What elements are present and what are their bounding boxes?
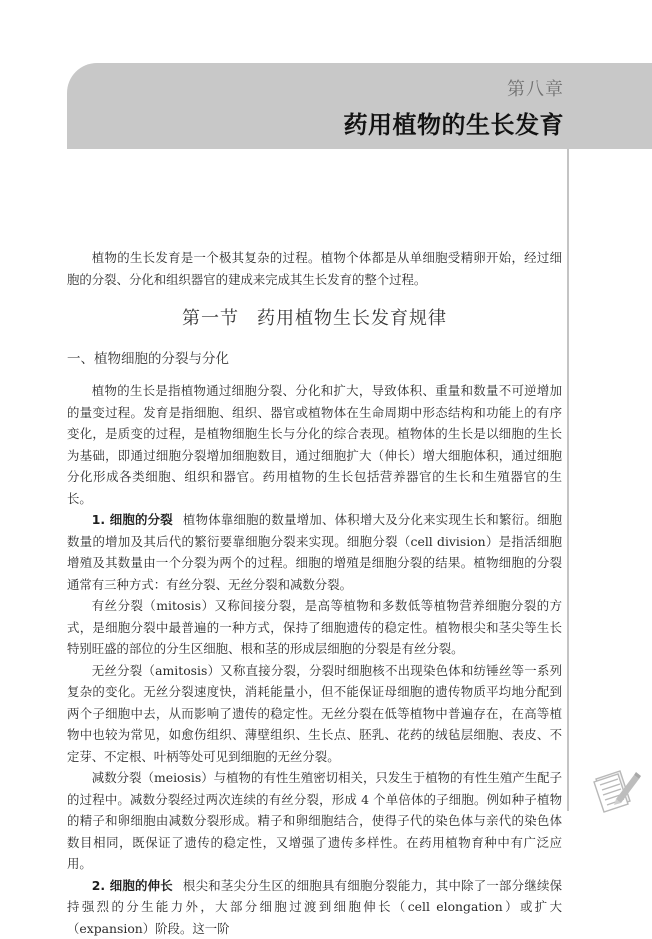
paragraph-text: 植物体靠细胞的数量增加、体积增大及分化来实现生长和繁衍。细胞数量的增加及其后代的繁衍要靠细胞分裂来实现。细胞分裂（cell division）是指活细胞增殖及其数量由一个分裂为两个的过程。细胞的增殖是细胞分裂的结果。植物细胞的分裂通常有三种方式：有丝分裂、无丝分裂和减数分裂。 xyxy=(67,512,562,592)
section-number: 第一节 xyxy=(182,308,239,329)
chapter-title: 药用植物的生长发育 xyxy=(344,105,565,140)
section-heading xyxy=(67,306,562,332)
section-title: 药用植物生长发育规律 xyxy=(257,308,447,329)
body-paragraph xyxy=(67,660,562,768)
intro-paragraph: 植物的生长发育是一个极其复杂的过程。植物个体都是从单细胞受精卵开始，经过细胞的分裂、分化和组织器官的建成来完成其生长发育的整个过程。 xyxy=(67,247,562,290)
paragraph-text: 有丝分裂（mitosis）又称间接分裂，是高等植物和多数低等植物营养细胞分裂的方式，是细胞分裂中最普遍的一种方式，保持了细胞遗传的稳定性。植物根尖和茎尖等生长特别旺盛的部位的分生区细胞、根和茎的形成层细胞的分裂是有丝分裂。 xyxy=(67,598,562,656)
subsection-heading: 一、植物细胞的分裂与分化 xyxy=(67,348,562,370)
paragraph-text: 无丝分裂（amitosis）又称直接分裂，分裂时细胞核不出现染色体和纺锤丝等一系列复杂的变化。无丝分裂速度快，消耗能量小，但不能保证母细胞的遗传物质平均地分配到两个子细胞中去，从而影响了遗传的稳定性。无丝分裂在低等植物中普遍存在，在高等植物中也较为常见，如愈伤组织、薄壁组织、生长点、胚乳、花药的绒毡层细胞、表皮、不定芽、不定根、叶柄等处可见到细胞的无丝分裂。 xyxy=(67,663,562,764)
chapter-header-band xyxy=(67,63,652,149)
chapter-number: 第八章 xyxy=(507,75,564,101)
paragraph-run-in-heading: 2. 细胞的伸长 xyxy=(92,878,173,893)
body-paragraph xyxy=(67,595,562,660)
paragraph-text: 植物的生长是指植物通过细胞分裂、分化和扩大，导致体积、重量和数量不可逆增加的量变过程。发育是指细胞、组织、器官或植物体在生命周期中形态结构和功能上的有序变化，是质变的过程，是植物细胞生长与分化的综合表现。植物体的生长是以细胞的生长为基础，即通过细胞分裂增加细胞数目，通过细胞扩大（伸长）增大细胞体积，通过细胞分化形成各类细胞、组织和器官。药用植物的生长包括营养器官的生长和生殖器官的生长。 xyxy=(67,383,562,506)
body-paragraph xyxy=(67,380,562,509)
paragraph-run-in-heading: 1. 细胞的分裂 xyxy=(92,512,173,527)
notepad-pencil-icon xyxy=(590,765,642,817)
body-paragraph xyxy=(67,767,562,875)
paragraph-text: 减数分裂（meiosis）与植物的有性生殖密切相关，只发生于植物的有性生殖产生配子的过程中。减数分裂经过两次连续的有丝分裂，形成 4 个单倍体的子细胞。例如种子植物的精子和卵细胞由减数分裂形成。精子和卵细胞结合，使得子代的染色体与亲代的染色体数目相同，既保证了遗传的稳定性，又增强了遗传多样性。在药用植物育种中有广泛应用。 xyxy=(67,770,562,871)
margin-divider xyxy=(567,149,569,811)
page-body xyxy=(67,247,562,939)
body-paragraph xyxy=(67,875,562,939)
body-paragraph xyxy=(67,509,562,595)
paragraph-text: 根尖和茎尖分生区的细胞具有细胞分裂能力，其中除了一部分继续保持强烈的分生能力外，大部分细胞过渡到细胞伸长（cell elongation）或扩大（expansion）阶段。这一阶 xyxy=(67,878,562,936)
